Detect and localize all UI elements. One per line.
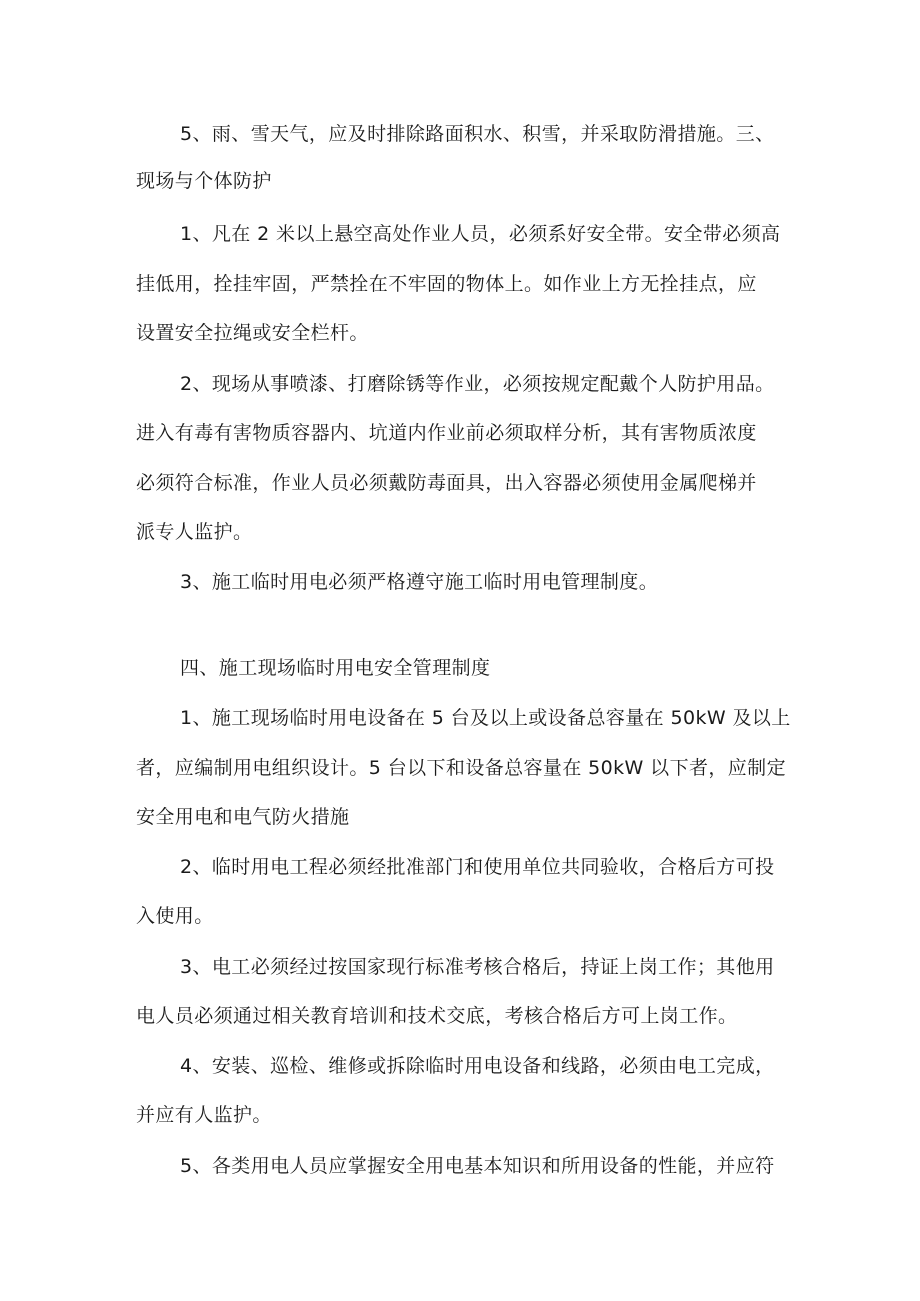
text-line: 3、施工临时用电必须严格遵守施工临时用电管理制度。: [180, 571, 659, 593]
text-line: 5、雨、雪天气，应及时排除路面积水、积雪，并采取防滑措施。三、: [180, 123, 775, 145]
text-line: 四、施工现场临时用电安全管理制度: [180, 657, 491, 679]
text-line: 挂低用，拴挂牢固，严禁拴在不牢固的物体上。如作业上方无拴挂点，应: [136, 273, 757, 295]
text-line: 安全用电和电气防火措施: [136, 806, 350, 828]
text-line: 5、各类用电人员应掌握安全用电基本知识和所用设备的性能，并应符: [180, 1155, 775, 1177]
text-line: 派专人监护。: [136, 521, 253, 543]
text-line: 1、施工现场临时用电设备在 5 台及以上或设备总容量在 50kW 及以上: [180, 707, 791, 729]
text-line: 入使用。: [136, 905, 214, 927]
text-line: 者，应编制用电组织设计。5 台以下和设备总容量在 50kW 以下者，应制定: [136, 757, 786, 779]
text-line: 2、临时用电工程必须经批准部门和使用单位共同验收，合格后方可投: [180, 856, 775, 878]
text-line: 必须符合标准，作业人员必须戴防毒面具，出入容器必须使用金属爬梯并: [136, 472, 757, 494]
text-line: 现场与个体防护: [136, 170, 272, 192]
text-line: 4、安装、巡检、维修或拆除临时用电设备和线路，必须由电工完成，: [180, 1055, 775, 1077]
text-line: 并应有人监护。: [136, 1104, 272, 1126]
text-line: 电人员必须通过相关教育培训和技术交底，考核合格后方可上岗工作。: [136, 1005, 738, 1027]
text-line: 3、电工必须经过按国家现行标准考核合格后，持证上岗工作；其他用: [180, 956, 775, 978]
text-line: 设置安全拉绳或安全栏杆。: [136, 322, 369, 344]
text-line: 进入有毒有害物质容器内、坑道内作业前必须取样分析，其有害物质浓度: [136, 422, 757, 444]
text-line: 1、凡在 2 米以上悬空高处作业人员，必须系好安全带。安全带必须高: [180, 223, 781, 245]
text-line: 2、现场从事喷漆、打磨除锈等作业，必须按规定配戴个人防护用品。: [180, 373, 775, 395]
